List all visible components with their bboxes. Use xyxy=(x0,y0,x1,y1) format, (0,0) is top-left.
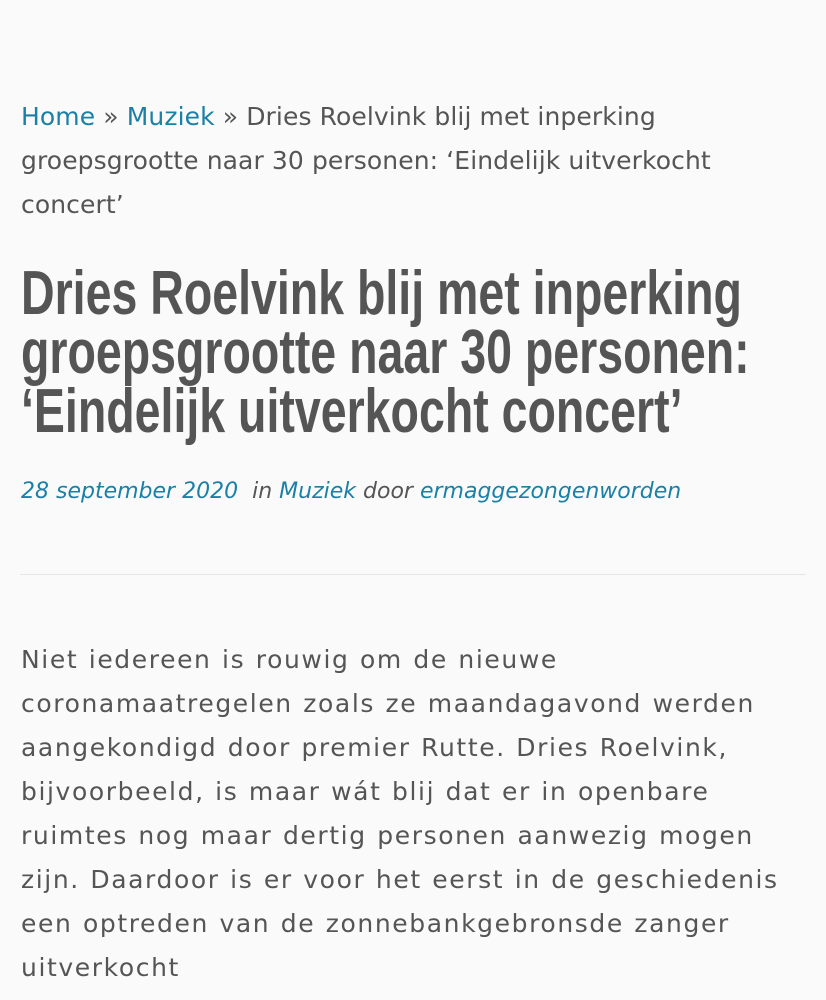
meta-by-label: door xyxy=(363,479,413,504)
content-divider xyxy=(20,574,806,575)
meta-in-label: in xyxy=(252,479,273,504)
article-category-link[interactable]: Muziek xyxy=(279,479,357,504)
article-meta xyxy=(21,476,681,508)
breadcrumb-category-link[interactable]: Muziek xyxy=(126,102,215,131)
breadcrumb-separator: » xyxy=(103,102,119,131)
breadcrumb-home-link[interactable]: Home xyxy=(21,102,96,131)
article-title: Dries Roelvink blij met inperking groepsgrootte naar 30 personen: ‘Eindelijk uitverkocht concert’ xyxy=(21,259,750,446)
article-date-link[interactable]: 28 september 2020 xyxy=(21,479,239,504)
breadcrumb-current: Dries Roelvink blij met inperking groepsgrootte naar 30 personen: ‘Eindelijk uitverkocht concert’ xyxy=(21,102,711,219)
breadcrumb xyxy=(21,95,801,227)
article-body: Niet iedereen is rouwig om de nieuwe coronamaatregelen zoals ze maandagavond werden aangekondigd door premier Rutte. Dries Roelvink, bijvoorbeeld, is maar wát blij dat er in openbare ruimtes nog maar dertig personen aanwezig mogen zijn. Daardoor is er voor het eerst in de geschiedenis een optreden van de zonnebankgebronsde zanger uitverkocht xyxy=(21,645,779,982)
breadcrumb-separator: » xyxy=(222,102,239,131)
article-author-link[interactable]: ermaggezongenworden xyxy=(419,479,682,504)
